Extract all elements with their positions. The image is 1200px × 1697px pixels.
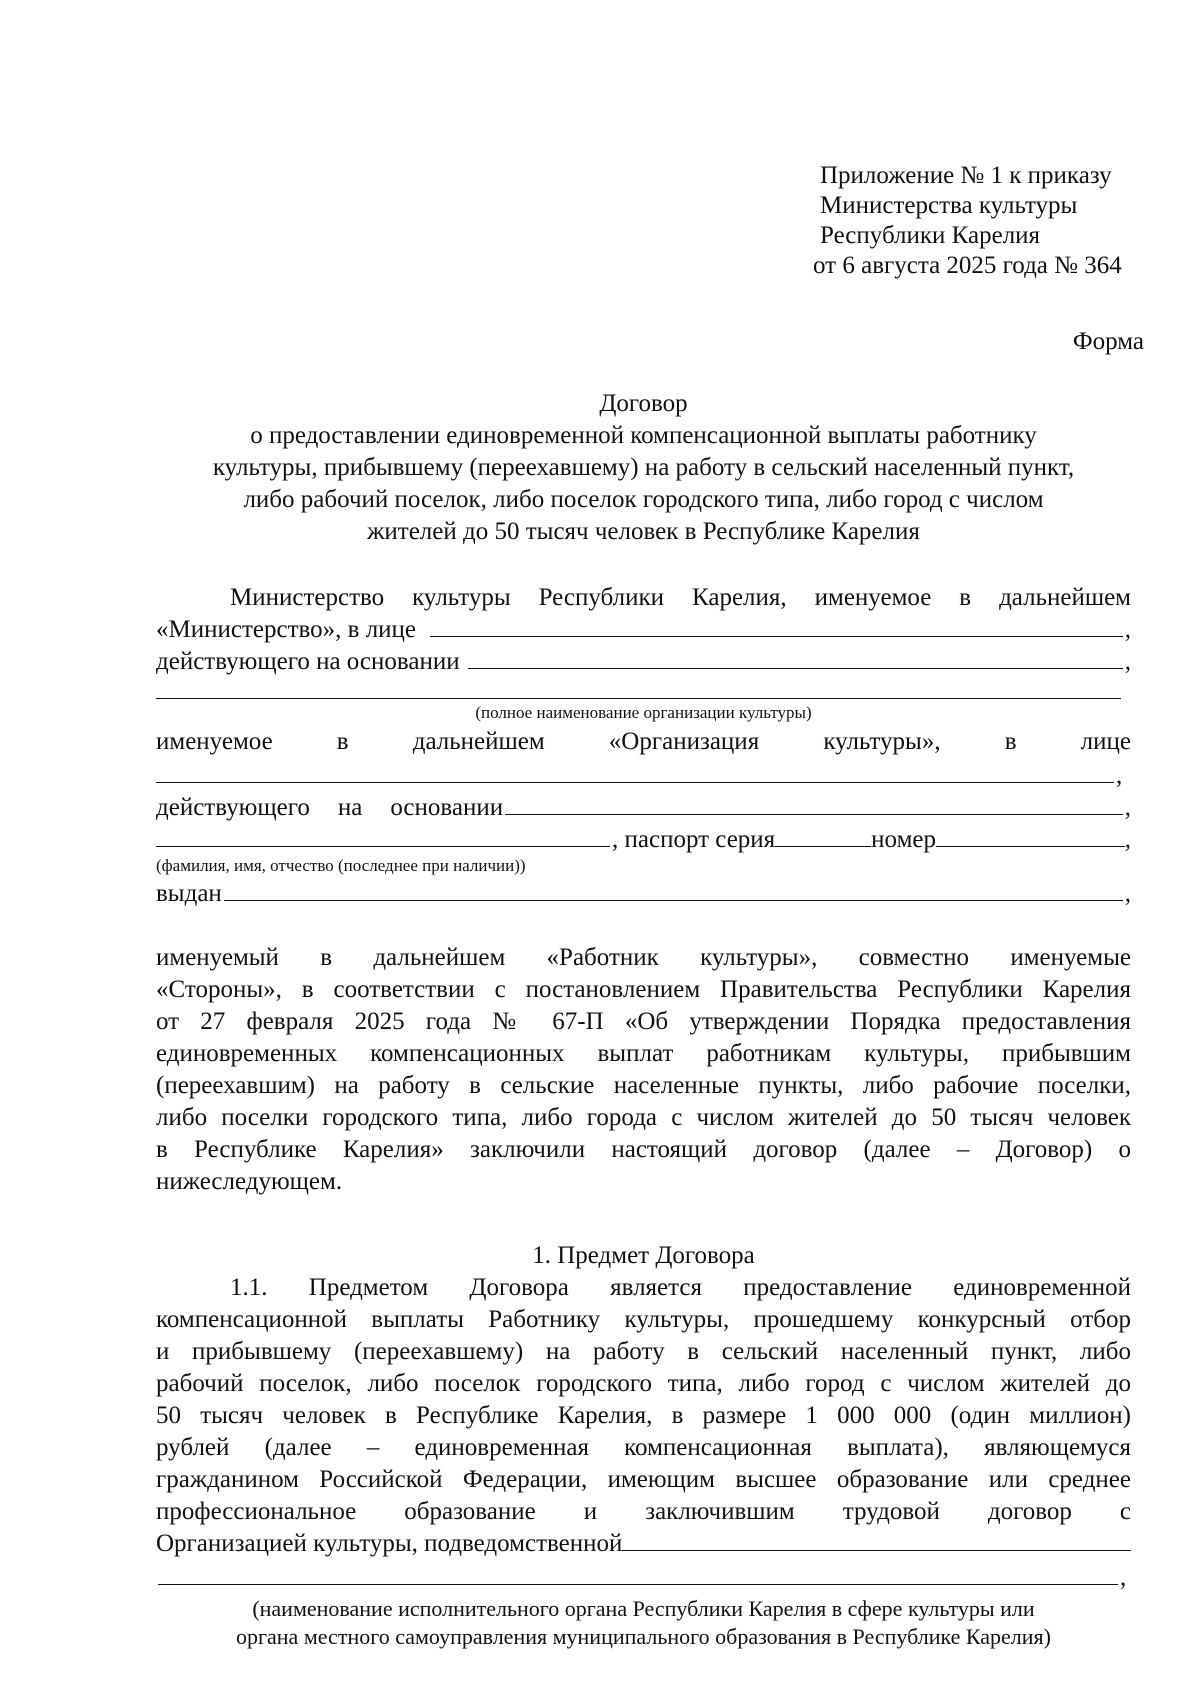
title-line-3: культуры, прибывшему (переехавшему) на работу в сельский населенный пункт, (212, 454, 1075, 481)
word: на (337, 794, 363, 821)
word: в (336, 728, 349, 755)
organization-name-field[interactable] (156, 698, 1121, 699)
passport-series-field[interactable] (775, 827, 871, 847)
section-1-line: 50 тысяч человек в Республике Карелия, в размере 1 000 000 (один миллион) (156, 1402, 1131, 1429)
parties-intro: Министерство культуры Республики Карелия, именуемое в дальнейшем (230, 584, 1131, 611)
section-1-heading: 1. Предмет Договора (532, 1242, 755, 1269)
authority-caption-2: органа местного самоуправления муниципального образования в Республике Карелия) (236, 1624, 1051, 1649)
title-line-5: жителей до 50 тысяч человек в Республике Карелия (367, 518, 920, 545)
organization-basis-field[interactable] (505, 795, 1123, 815)
subordination-label: Организацией культуры, подведомственной (156, 1530, 623, 1557)
appendix-line-3: Республики Карелия (820, 222, 1041, 249)
preamble-line: именуемый в дальнейшем «Работник культуры», совместно именуемые (156, 944, 1131, 971)
form-label: Форма (1072, 328, 1144, 355)
appendix-line-4: от 6 августа 2025 года № 364 (813, 252, 1122, 279)
section-1-line: рублей (далее – единовременная компенсационная выплата), являющемуся (156, 1434, 1131, 1461)
word: основании (390, 794, 504, 821)
comma: , (1124, 616, 1131, 643)
issued-row (156, 878, 1131, 909)
word: в (1004, 728, 1017, 755)
organization-person-row (156, 760, 1131, 791)
acting-basis-label: действующего на основании (156, 648, 460, 675)
word: культуры», (823, 728, 941, 755)
ministry-person-label: «Министерство», в лице (156, 616, 417, 643)
comma: , (1124, 648, 1131, 675)
word: «Организация (608, 728, 760, 755)
fio-caption: (фамилия, имя, отчество (последнее при наличии)) (156, 856, 526, 875)
preamble-line: либо поселки городского типа, либо города с числом жителей до 50 тысяч человек (156, 1104, 1131, 1131)
comma: , (1124, 794, 1131, 821)
comma: , (1116, 762, 1123, 789)
ministry-person-row (156, 614, 1131, 645)
preamble-line: в Республике Карелия» заключили настоящий договор (далее – Договор) о (156, 1136, 1131, 1163)
preamble-line: единовременных компенсационных выплат работникам культуры, прибывшим (156, 1040, 1131, 1067)
issued-label: выдан (156, 880, 222, 907)
section-1-line: 1.1. Предметом Договора является предоставление единовременной (230, 1274, 1131, 1301)
subordinate-body-row-2 (156, 1562, 1131, 1593)
passport-series-label: , паспорт серия (612, 826, 776, 853)
appendix-line-2: Министерства культуры (820, 192, 1078, 219)
preamble-line: от 27 февраля 2025 года № 67-П «Об утверждении Порядка предоставления (156, 1008, 1131, 1035)
subordinate-body-field-2[interactable] (158, 1565, 1118, 1585)
passport-number-label: номер (871, 826, 936, 853)
issued-by-field[interactable] (224, 881, 1123, 901)
subordination-row (156, 1528, 1131, 1559)
section-1-line: гражданином Российской Федерации, имеющим высшее образование или среднее (156, 1466, 1131, 1493)
worker-passport-row (156, 824, 1131, 855)
appendix-line-1: Приложение № 1 к приказу (820, 162, 1112, 189)
word: действующего (156, 794, 310, 821)
section-1-line: компенсационной выплаты Работнику культуры, прошедшему конкурсный отбор (156, 1306, 1131, 1333)
comma: , (1120, 1564, 1127, 1591)
title-line-1: Договор (599, 390, 688, 417)
section-1-line: профессиональное образование и заключившим трудовой договор с (156, 1498, 1131, 1525)
ministry-basis-row (156, 646, 1131, 677)
preamble-line: «Стороны», в соответствии с постановлением Правительства Республики Карелия (156, 976, 1131, 1003)
section-1-line: рабочий поселок, либо поселок городского типа, либо город с числом жителей до (156, 1370, 1131, 1397)
word: дальнейшем (412, 728, 545, 755)
subordinate-body-field[interactable] (622, 1531, 1131, 1551)
section-1-line: и прибывшему (переехавшему) на работу в сельский населенный пункт, либо (156, 1338, 1131, 1365)
organization-caption: (полное наименование организации культуры) (475, 703, 812, 722)
preamble-line: (переехавшим) на работу в сельские населенные пункты, либо рабочие поселки, (156, 1072, 1131, 1099)
title-line-2: о предоставлении единовременной компенсационной выплаты работнику (250, 422, 1037, 449)
comma: , (1124, 880, 1131, 907)
organization-basis-row (156, 792, 1131, 823)
word: именуемое (156, 728, 273, 755)
authority-caption-1: (наименование исполнительного органа Республики Карелия в сфере культуры или (252, 1596, 1035, 1621)
organization-person-field[interactable] (156, 763, 1114, 783)
comma: , (1124, 826, 1131, 853)
organization-named-row (156, 726, 1131, 757)
passport-number-field[interactable] (936, 827, 1125, 847)
worker-fio-field[interactable] (156, 827, 610, 847)
ministry-person-field[interactable] (430, 617, 1123, 637)
word: лице (1080, 728, 1131, 755)
ministry-basis-field[interactable] (468, 649, 1123, 669)
preamble-line: нижеследующем. (156, 1168, 343, 1195)
title-line-4: либо рабочий поселок, либо поселок городского типа, либо город с числом (243, 486, 1044, 513)
